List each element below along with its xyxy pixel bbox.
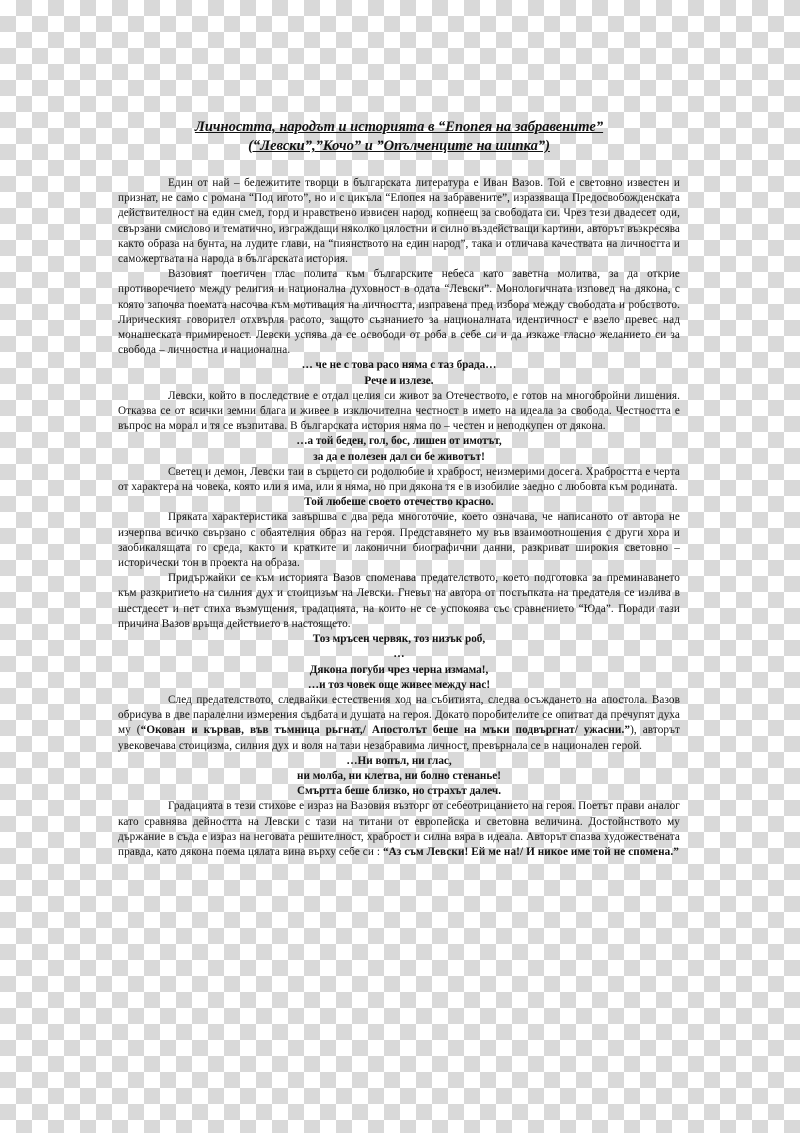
verse-line: … че не с това расо няма с таз брада… <box>301 359 497 372</box>
paragraph-8-quote: “Аз съм Левски! Ей ме на!/ И никое име той не спомена.” <box>382 845 679 858</box>
verse-line: Той любеше своето отечество красно. <box>304 496 494 509</box>
verse-1 <box>118 358 680 388</box>
paragraph-2: Вазовият поетичен глас полита към българските небеса като заветна молитва, за да открие противоречието между религия и национална духовност в одата “Левски”. Монологичната изповед на дякона, с която започва поемата насочва към мотивация на личността, изправена пред избора между свободата и робството. Лирическият говорител отхвърля расото, защото съзнанието за националната идентичност е взело превес над монашеската примиреност. Левски успява да се освободи от роба в себе си и да изкаже гласно желанието си за свобода – личностна и национална. <box>118 268 680 357</box>
verse-line: … <box>393 648 405 661</box>
paragraph-1: Един от най – бележитите творци в българската литература е Иван Вазов. Той е световно известен и признат, не само с романа “Под игото”, но и с цикъла “Епопея на забравените”, изразяваща Предосвобожденската действителност на един смел, горд и нравствено извисен народ, копнеещ за свободата си. Чрез тези двадесет оди, свързани смислово и тематично, изграждащи няколко цялостни и силно въздействащи картини, авторът възкресява както образа на бунта, на лудите глави, на “пиянството на един народ”, така и отличава качествата на личността и саможертвата на народа в българската история. <box>118 177 680 266</box>
paragraph-6: Придържайки се към историята Вазов споменава предателството, което подготовка за преминаването към разкритието на силния дух и стоицизъм на Левски. Гневът на автора от постъпката на предателя се излива в шестдесет и пет стиха възмущения, градацията, на които не се успокоява със сравнението “Юда”. Поради тази причина Вазов връща действието в настоящето. <box>118 572 680 630</box>
paragraph-4: Светец и демон, Левски таи в сърцето си родолюбие и храброст, неизмерими досега. Храбростта е черта от характера на човека, която или я има, или я няма, но при дякона тя е в изобилие заедно с любовта към родината. <box>118 465 680 494</box>
verse-3 <box>118 495 680 510</box>
document-page <box>118 118 680 860</box>
verse-line: Тоз мръсен червяк, тоз низък роб, <box>312 633 486 646</box>
title-line-2: (“Левски”,”Кочо” и ”Опълченците на шипка”) <box>248 138 550 154</box>
paragraph-5: Пряката характеристика завършва с два реда многоточие, което означава, че написаното от автора не изчерпва всичко свързано с обаятелния образ на героя. Представянето му във взаимоотношения с други хора и заобикалящата го среда, както и кратките и лаконични биографични данни, разкриват широкия световно – исторически тон в проекта на образа. <box>118 511 680 570</box>
verse-line: Дякона погуби чрез черна измама!, <box>309 663 489 676</box>
title-line-1: Личността, народът и историята в “Епопея на забравените” <box>194 119 604 135</box>
document-title <box>118 118 680 156</box>
verse-line: за да е полезен дал си бе животът! <box>313 450 485 463</box>
verse-line: …Ни вопъл, ни глас, <box>346 754 452 767</box>
verse-line: …а той беден, гол, бос, лишен от имотът, <box>296 435 502 448</box>
verse-line: ни молба, ни клетва, ни болно стенанье! <box>297 769 501 782</box>
paragraph-7 <box>118 693 680 754</box>
paragraph-7-text-b: ), авторът увековечава стоицизма, силния дух и воля на тази незабравима личност, превърнала се в национален герой. <box>118 724 680 752</box>
paragraph-8 <box>118 799 680 860</box>
verse-4 <box>118 632 680 693</box>
verse-5 <box>118 754 680 800</box>
verse-2 <box>118 434 680 464</box>
verse-line: Смъртта беше близко, но страхът далеч. <box>296 785 502 798</box>
paragraph-7-text-a: След предателството, следвайки естествения ход на събитията, следва осъждането на апостола. Вазов обрисува в две паралелни измерения съдбата и душата на героя. Докато поробителите се опитват да пречупят духа му ( <box>118 693 680 737</box>
paragraph-3: Левски, който в последствие е отдал целия си живот за Отечеството, е готов на многобройни лишения. Отказва се от всички земни блага и живее в изключителна честност в името на идеала за свобода. Честността е въпрос на морал и тя се възпитава. В българската история няма по – честен и неподкупен от дякона. <box>118 389 680 433</box>
paragraph-8-text: Градацията в тези стихове е израз на Вазовия възторг от себеотрицанието на героя. Поетът прави аналог като сравнява дейността на Левски с тази на титани от европейска и световна величина. Достойнството му държание в съда е израз на неговата решителност, храброст и силна вяра в идеала. Авторът спазва художествената правда, като дякона поема цялата вина върху себе си : <box>118 800 680 858</box>
verse-line: …и тоз човек още живее между нас! <box>307 678 491 691</box>
paragraph-7-quote: “Окован и кървав, във тъмница рьгнат,/ Апостолът беше на мъки подвъргнат/ ужасни.” <box>140 724 631 737</box>
verse-line: Рече и излезе. <box>364 374 434 387</box>
